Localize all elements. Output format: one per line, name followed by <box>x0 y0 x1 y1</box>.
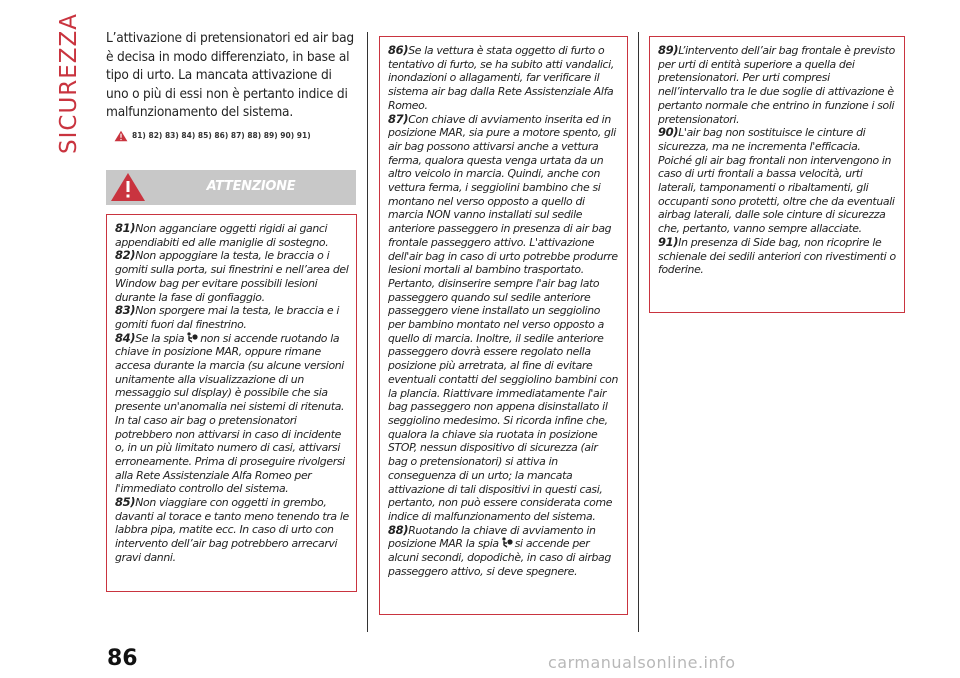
intro-paragraph: L’attivazione di pretensionatori ed air bag è decisa in modo differenziato, in base al tipo di urto. La mancata attivazione di uno o più di essi non è pertanto indice di malfunzionamento del sistema. <box>106 30 354 121</box>
note-89: 89)L’intervento dell’air bag frontale è previsto per urti di entità superiore a quella dei pretensionatori. Per urti compresi nell’intervallo tra le due soglie di attivazione è pertanto normale che entrino in funzione i soli pretensionatori. <box>658 43 895 126</box>
column-divider <box>638 32 639 632</box>
intro-column <box>106 29 356 142</box>
note-86: 86)Se la vettura è stata oggetto di furto o tentativo di furto, se ha subito atti vandalici, inondazioni o allagamenti, far verificare il sistema air bag dalla Rete Assistenziale Alfa Romeo. <box>388 43 614 112</box>
warning-box-3 <box>649 36 905 313</box>
warning-box-1 <box>106 214 357 592</box>
watermark: carmanualsonline.info <box>548 653 736 672</box>
warning-header <box>106 170 356 205</box>
note-81: 81)Non agganciare oggetti rigidi ai ganci appendiabiti ed alle maniglie di sostegno. <box>115 221 329 249</box>
note-91: 91)In presenza di Side bag, non ricoprire le schienale dei sedili anteriori con rivestimenti o foderine. <box>658 234 896 277</box>
warning-triangle-icon <box>114 130 128 142</box>
section-title-text: SICUREZZA <box>56 12 82 154</box>
references-text: 81) 82) 83) 84) 85) 86) 87) 88) 89) 90) 91) <box>132 131 311 141</box>
page-number: 86 <box>107 646 138 671</box>
warning-title: ATTENZIONE <box>206 179 296 194</box>
note-88: 88)Ruotando la chiave di avviamento in posizione MAR la spia si accende per alcuni secondi, dopodichè, in caso di airbag passeggero attivo, si deve spegnere. <box>388 522 611 578</box>
warning-triangle-icon <box>110 172 146 202</box>
note-85: 85)Non viaggiare con oggetti in grembo, davanti al torace e tanto meno tenendo tra le labbra pipa, matite ecc. In caso di urto con intervento dell’air bag potrebbero arrecarvi gravi danni. <box>115 495 349 564</box>
note-87: 87)Con chiave di avviamento inserita ed in posizione MAR, sia pure a motore spento, gli air bag possono attivarsi anche a vettura ferma, qualora questa venga urtata da un altro veicolo in marcia. Quindi, anche con vettura ferma, i seggiolini bambino che si montano nel verso opposto a quello di marcia NON vanno installati sul sedile anteriore passeggero in presenza di air bag frontale passeggero attivo. L'attivazione dell'air bag in caso di urto potrebbe produrre lesioni mortali al bambino trasportato. Pertanto, disinserire sempre l'air bag lato passeggero quando sul sedile anteriore passeggero viene installato un seggiolino per bambino montato nel verso opposto a quello di marcia. Inoltre, il sedile anteriore passeggero dovrà essere regolato nella posizione più arretrata, al fine di evitare eventuali contatti del seggiolino bambini con la plancia. Riattivare immediatamente l'air bag passeggero non appena disinstallato il seggiolino medesimo. Si ricorda infine che, qualora la chiave sia ruotata in posizione STOP, nessun dispositivo di sicurezza (air bag o pretensionatori) si attiva in conseguenza di un urto; la mancata attivazione di tali dispositivi in questi casi, pertanto, non può essere considerata come indice di malfunzionamento del sistema. <box>388 111 619 523</box>
airbag-warning-light-icon <box>186 332 198 343</box>
warning-box-2 <box>379 36 628 615</box>
section-title <box>56 12 82 154</box>
column-divider <box>367 32 368 632</box>
note-84: 84)Se la spia non si accende ruotando la chiave in posizione MAR, oppure rimane accesa durante la marcia (su alcune versioni unitamente alla visualizzazione di un messaggio sul display) è possibile che sia presente un'anomalia nei sistemi di ritenuta. In tal caso air bag o pretensionatori potrebbero non attivarsi in caso di incidente o, in un più limitato numero di casi, attivarsi erroneamente. Prima di proseguire rivolgersi alla Rete Assistenziale Alfa Romeo per l'immediato controllo del sistema. <box>115 330 345 496</box>
warning-references <box>106 130 356 142</box>
note-83: 83)Non sporgere mai la testa, le braccia e i gomiti fuori dal finestrino. <box>115 303 340 331</box>
note-82: 82)Non appoggiare la testa, le braccia o i gomiti sulla porta, sui finestrini e nell’area del Window bag per evitare possibili lesioni durante la fase di gonfiaggio. <box>115 248 349 304</box>
airbag-warning-light-icon <box>501 537 513 548</box>
note-90: 90)L'air bag non sostituisce le cinture di sicurezza, ma ne incrementa l'efficacia. Poiché gli air bag frontali non intervengono in caso di urti frontali a bassa velocità, urti laterali, tamponamenti o ribaltamenti, gli occupanti sono protetti, oltre che da eventuali airbag laterali, dalle sole cinture di sicurezza che, pertanto, vanno sempre allacciate. <box>658 125 895 236</box>
